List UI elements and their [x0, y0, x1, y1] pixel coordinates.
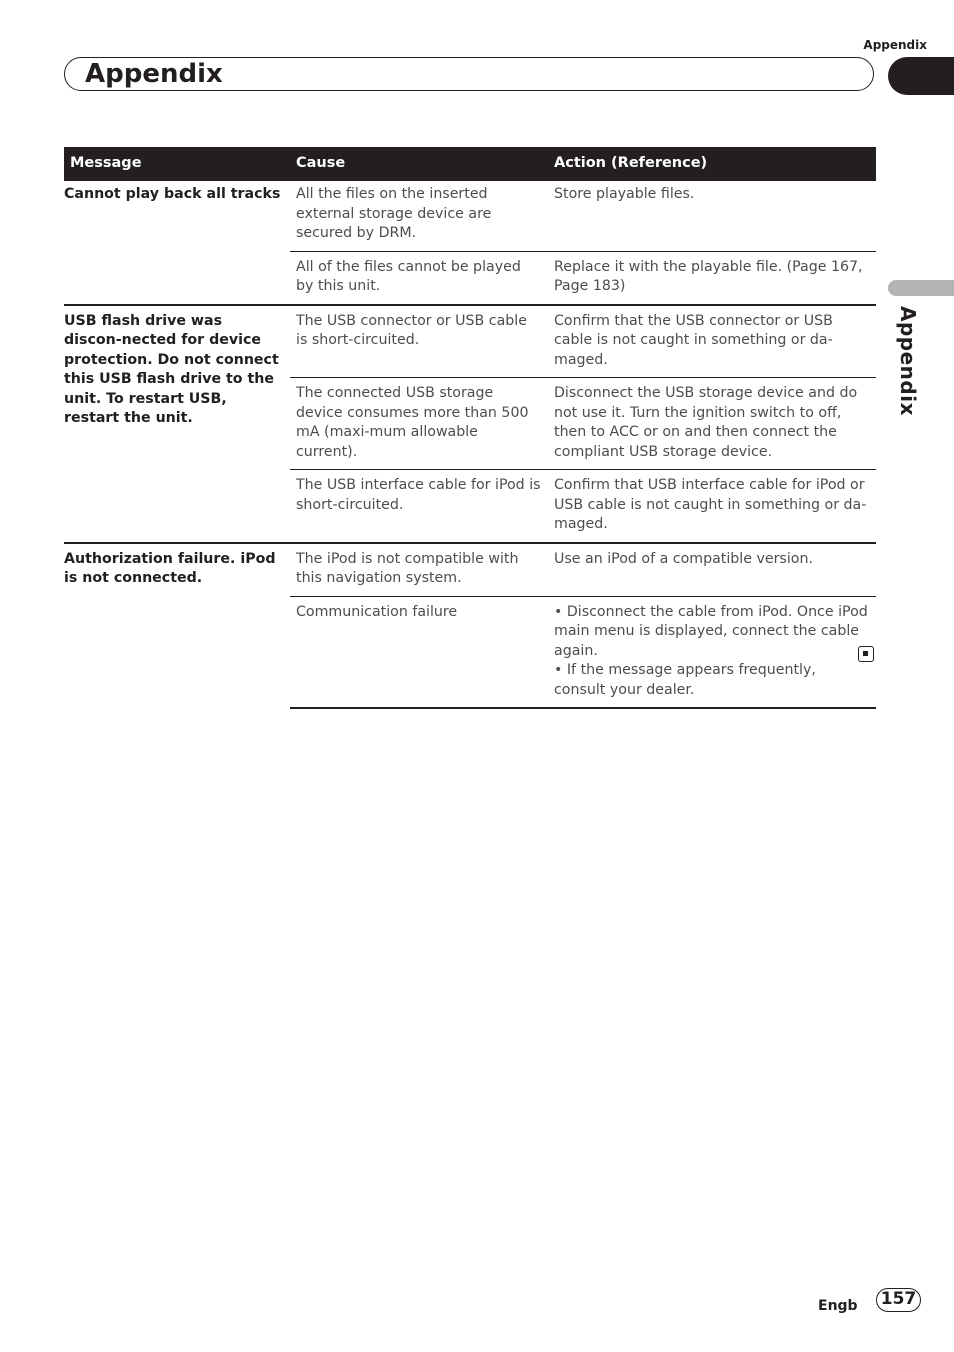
cause-cell: All of the files cannot be played by this unit. [290, 251, 548, 305]
message-cell: Authorization failure. iPod is not connected. [64, 543, 290, 709]
cause-cell: Communication failure [290, 596, 548, 708]
action-bullet: • If the message appears frequently, consult your dealer. [554, 662, 816, 698]
language-code: Engb [818, 1298, 858, 1314]
action-cell: Confirm that the USB connector or USB cable is not caught in something or da-maged. [548, 305, 876, 378]
end-of-section-icon [858, 646, 874, 662]
side-tab-label: Appendix [896, 306, 920, 416]
action-cell: Disconnect the USB storage device and do not use it. Turn the ignition switch to off, then to ACC or on and then connect the compliant USB storage device. [548, 378, 876, 470]
action-cell: Use an iPod of a compatible version. [548, 543, 876, 597]
cause-cell: The USB connector or USB cable is short-circuited. [290, 305, 548, 378]
action-cell: Confirm that USB interface cable for iPod or USB cable is not caught in something or da-maged. [548, 470, 876, 543]
side-tab [896, 306, 926, 416]
column-header-message: Message [64, 147, 290, 181]
column-header-action: Action (Reference) [548, 147, 876, 181]
column-header-cause: Cause [290, 147, 548, 181]
table-row [64, 543, 876, 597]
action-cell: Store playable files. [554, 186, 695, 202]
table-header-row [64, 147, 876, 181]
cause-cell: The iPod is not compatible with this navigation system. [290, 543, 548, 597]
section-title-bar [64, 57, 874, 91]
page-title: Appendix [85, 59, 223, 89]
cause-cell: The USB interface cable for iPod is short-circuited. [290, 470, 548, 543]
page-number: 157 [876, 1288, 921, 1312]
action-bullet: • Disconnect the cable from iPod. Once iPod main menu is displayed, connect the cable again. [554, 603, 868, 659]
action-cell: Replace it with the playable file. (Page 167, Page 183) [548, 251, 876, 305]
error-message-table [64, 147, 876, 709]
action-cell [548, 596, 876, 708]
message-cell: Cannot play back all tracks [64, 186, 281, 202]
cause-cell: The connected USB storage device consumes more than 500 mA (maxi-mum allowable current). [290, 378, 548, 470]
running-head: Appendix [863, 38, 927, 52]
side-tab-marker [888, 280, 954, 296]
section-tab-marker [888, 57, 954, 95]
cause-cell: All the files on the inserted external storage device are secured by DRM. [296, 186, 492, 241]
message-cell: USB flash drive was discon-nected for device protection. Do not connect this USB flash drive to the unit. To restart USB, restart the unit. [64, 305, 290, 543]
table-row [64, 181, 876, 251]
table-row [64, 305, 876, 378]
